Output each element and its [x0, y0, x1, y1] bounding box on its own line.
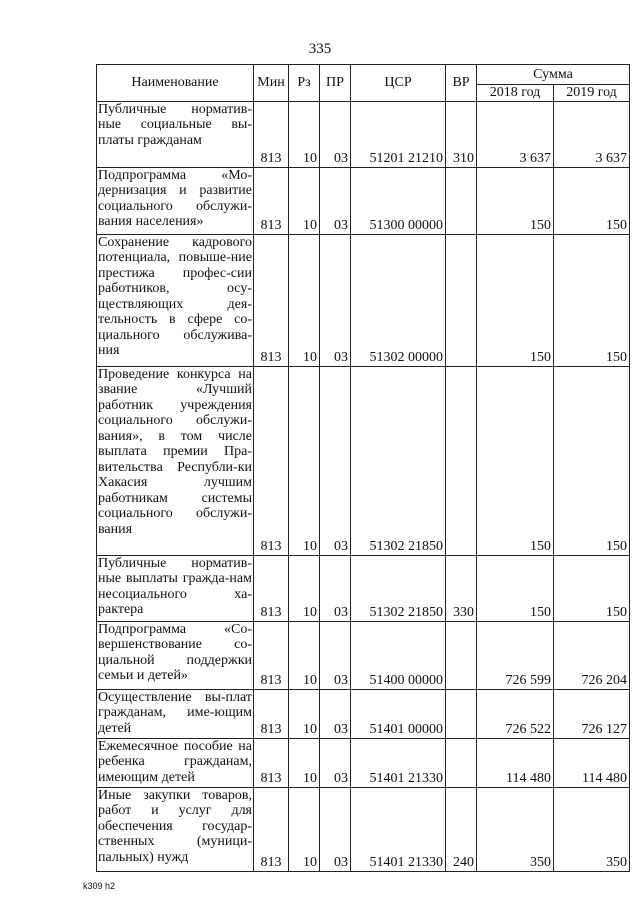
header-csr: ЦСР	[351, 65, 446, 102]
row-rz: 10	[289, 787, 320, 871]
row-pr: 03	[320, 555, 351, 621]
table-row	[97, 621, 630, 689]
row-sum-2019: 350	[554, 787, 630, 871]
row-sum-2018: 726 599	[477, 621, 554, 689]
row-rz: 10	[289, 738, 320, 787]
row-name: Публичные норматив-ные выплаты гражда-нам несоциального ха-рактера	[97, 555, 254, 621]
table-row	[97, 738, 630, 787]
row-sum-2018: 3 637	[477, 101, 554, 167]
table-row	[97, 101, 630, 167]
row-sum-2018: 726 522	[477, 689, 554, 738]
row-csr: 51201 21210	[351, 101, 446, 167]
row-min: 813	[254, 738, 289, 787]
row-min: 813	[254, 787, 289, 871]
row-csr: 51302 21850	[351, 366, 446, 555]
row-pr: 03	[320, 738, 351, 787]
table-row	[97, 167, 630, 234]
row-sum-2018: 114 480	[477, 738, 554, 787]
row-min: 813	[254, 621, 289, 689]
row-vr	[446, 234, 477, 366]
row-name: Осуществление вы-плат гражданам, име-ющим детей	[97, 689, 254, 738]
budget-table	[96, 64, 630, 872]
page-number: 335	[308, 41, 332, 57]
row-vr	[446, 366, 477, 555]
row-rz: 10	[289, 689, 320, 738]
row-pr: 03	[320, 787, 351, 871]
row-pr: 03	[320, 167, 351, 234]
row-sum-2019: 150	[554, 234, 630, 366]
row-name: Ежемесячное пособие на ребенка гражданам, имеющим детей	[97, 738, 254, 787]
row-csr: 51300 00000	[351, 167, 446, 234]
row-sum-2019: 150	[554, 366, 630, 555]
row-sum-2018: 150	[477, 366, 554, 555]
row-rz: 10	[289, 234, 320, 366]
header-min: Мин	[254, 65, 289, 102]
row-vr	[446, 167, 477, 234]
row-min: 813	[254, 167, 289, 234]
row-sum-2018: 150	[477, 234, 554, 366]
row-rz: 10	[289, 621, 320, 689]
header-sum: Сумма	[477, 65, 630, 85]
row-sum-2018: 150	[477, 167, 554, 234]
row-pr: 03	[320, 234, 351, 366]
row-rz: 10	[289, 555, 320, 621]
row-min: 813	[254, 366, 289, 555]
row-csr: 51401 21330	[351, 738, 446, 787]
header-rz: Рз	[289, 65, 320, 102]
row-name: Сохранение кадрового потенциала, повыше-ние престижа профес-сии работников, осу-ществляющих дея-тельность в сфере со-циального обслужива-ния	[97, 234, 254, 366]
row-vr	[446, 689, 477, 738]
row-sum-2019: 726 204	[554, 621, 630, 689]
row-name: Публичные норматив-ные социальные вы-платы гражданам	[97, 101, 254, 167]
row-pr: 03	[320, 689, 351, 738]
row-sum-2019: 114 480	[554, 738, 630, 787]
row-min: 813	[254, 689, 289, 738]
row-rz: 10	[289, 101, 320, 167]
row-rz: 10	[289, 366, 320, 555]
table-row	[97, 234, 630, 366]
row-sum-2019: 726 127	[554, 689, 630, 738]
row-name: Проведение конкурса на звание «Лучший работник учреждения социального обслужи-вания», в том числе выплата премии Пра-вительства Республи-ки Хакасия лучшим работникам системы социального обслужи-вания	[97, 366, 254, 555]
header-name: Наименование	[97, 65, 254, 102]
row-vr: 330	[446, 555, 477, 621]
row-csr: 51401 21330	[351, 787, 446, 871]
header-2019: 2019 год	[554, 85, 630, 102]
table-row	[97, 555, 630, 621]
row-name: Иные закупки товаров, работ и услуг для обеспечения государ-ственных (муници-пальных) нужд	[97, 787, 254, 871]
row-min: 813	[254, 101, 289, 167]
row-sum-2019: 150	[554, 555, 630, 621]
header-vr: ВР	[446, 65, 477, 102]
row-sum-2018: 150	[477, 555, 554, 621]
row-csr: 51400 00000	[351, 621, 446, 689]
row-pr: 03	[320, 621, 351, 689]
row-name: Подпрограмма «Со-вершенствование со-циальной поддержки семьи и детей»	[97, 621, 254, 689]
table-row	[97, 366, 630, 555]
table-row	[97, 787, 630, 871]
row-sum-2019: 150	[554, 167, 630, 234]
row-vr: 240	[446, 787, 477, 871]
row-vr	[446, 738, 477, 787]
row-csr: 51302 00000	[351, 234, 446, 366]
table-row	[97, 689, 630, 738]
row-vr	[446, 621, 477, 689]
header-2018: 2018 год	[477, 85, 554, 102]
row-csr: 51302 21850	[351, 555, 446, 621]
row-rz: 10	[289, 167, 320, 234]
footer-code: k309 h2	[83, 881, 116, 891]
row-sum-2018: 350	[477, 787, 554, 871]
row-vr: 310	[446, 101, 477, 167]
row-pr: 03	[320, 366, 351, 555]
row-min: 813	[254, 234, 289, 366]
header-pr: ПР	[320, 65, 351, 102]
row-name: Подпрограмма «Мо-дернизация и развитие социального обслужи-вания населения»	[97, 167, 254, 234]
row-pr: 03	[320, 101, 351, 167]
row-csr: 51401 00000	[351, 689, 446, 738]
row-sum-2019: 3 637	[554, 101, 630, 167]
row-min: 813	[254, 555, 289, 621]
